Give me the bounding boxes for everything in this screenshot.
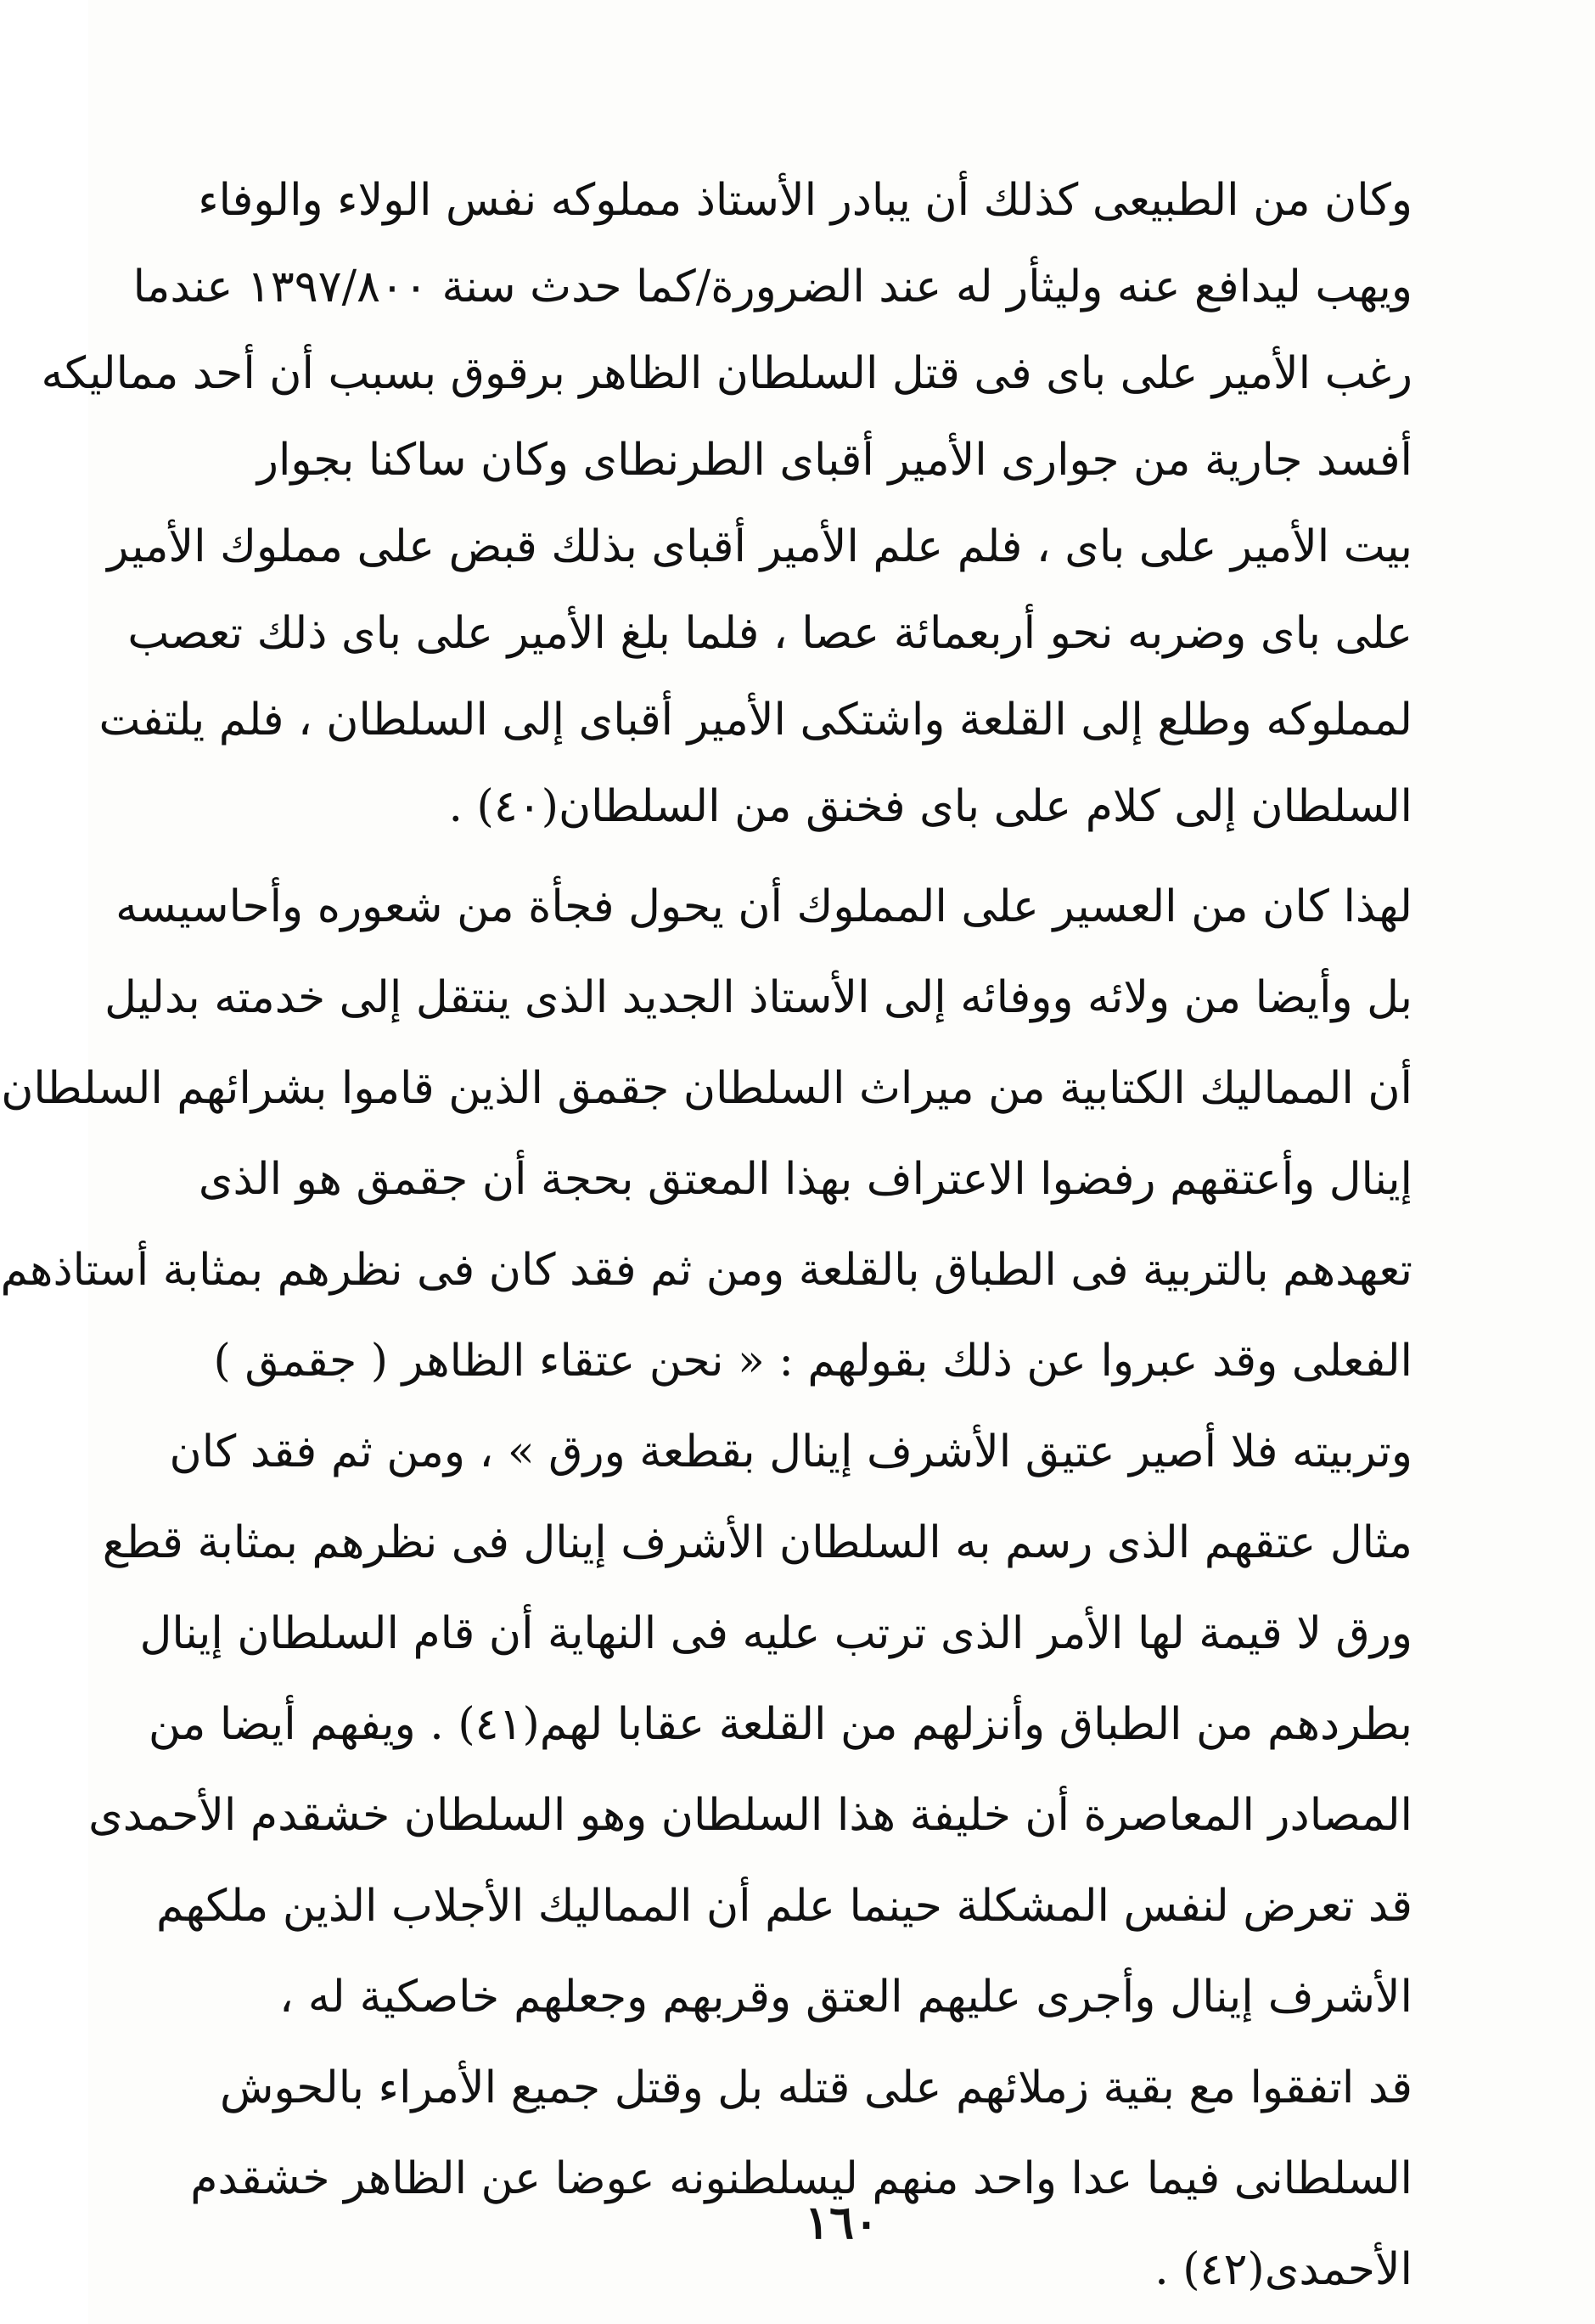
text-line: أفسد جارية من جوارى الأمير أقباى الطرنطاى وكان ساكنا بجوار bbox=[256, 435, 1412, 486]
text-line: وتربيته فلا أصير عتيق الأشرف إينال بقطعة ورق » ، ومن ثم فقد كان bbox=[169, 1426, 1412, 1477]
text-line: الفعلى وقد عبروا عن ذلك بقولهم : « نحن عتقاء الظاهر ( جقمق ) bbox=[213, 1336, 1412, 1387]
text-line: ويهب ليدافع عنه وليثأر له عند الضرورة/كما حدث سنة ١٣٩٧/٨٠٠ عندما bbox=[132, 262, 1412, 312]
text-line: تعهدهم بالتربية فى الطباق بالقلعة ومن ثم فقد كان فى نظرهم بمثابة أستاذهم bbox=[0, 1245, 1412, 1296]
text-line: على باى وضربه نحو أربعمائة عصا ، فلما بلغ الأمير على باى ذلك تعصب bbox=[127, 608, 1412, 659]
text-line: قد اتفقوا مع بقية زملائهم على قتله بل وقتل جميع الأمراء بالحوش bbox=[219, 2062, 1412, 2113]
text-line: السلطان إلى كلام على باى فخنق من السلطان(٤٠) . bbox=[448, 781, 1412, 832]
text-line: السلطانى فيما عدا واحد منهم ليسلطنونه عوضا عن الظاهر خشقدم bbox=[190, 2153, 1412, 2204]
text-line: بطردهم من الطباق وأنزلهم من القلعة عقابا لهم(٤١) . ويفهم أيضا من bbox=[148, 1699, 1412, 1750]
text-line: الأشرف إينال وأجرى عليهم العتق وقربهم وجعلهم خاصكية له ، bbox=[279, 1972, 1412, 2023]
text-line: لمملوكه وطلع إلى القلعة واشتكى الأمير أقباى إلى السلطان ، فلم يلتفت bbox=[98, 695, 1412, 746]
text-line: لهذا كان من العسير على المملوك أن يحول فجأة من شعوره وأحاسيسه bbox=[115, 881, 1412, 932]
text-line: المصادر المعاصرة أن خليفة هذا السلطان وهو السلطان خشقدم الأحمدى bbox=[88, 1790, 1412, 1841]
text-line: قد تعرض لنفس المشكلة حينما علم أن المماليك الأجلاب الذين ملكهم bbox=[155, 1881, 1412, 1932]
text-line: إينال وأعتقهم رفضوا الاعتراف بهذا المعتق بحجة أن جقمق هو الذى bbox=[198, 1154, 1412, 1205]
page-number: ١٦٠ bbox=[804, 2195, 879, 2249]
text-line: ورق لا قيمة لها الأمر الذى ترتب عليه فى النهاية أن قام السلطان إينال bbox=[139, 1608, 1412, 1659]
paragraph-2 bbox=[0, 862, 1412, 2316]
text-line: رغب الأمير على باى فى قتل السلطان الظاهر برقوق بسبب أن أحد مماليكه bbox=[41, 348, 1412, 399]
text-line: أن المماليك الكتابية من ميراث السلطان جقمق الذين قاموا بشرائهم السلطان bbox=[1, 1063, 1412, 1114]
text-line: الأحمدى(٤٢) . bbox=[1154, 2244, 1412, 2295]
paragraph-1 bbox=[41, 157, 1412, 850]
text-line: مثال عتقهم الذى رسم به السلطان الأشرف إينال فى نظرهم بمثابة قطع bbox=[102, 1517, 1412, 1568]
text-line: وكان من الطبيعى كذلك أن يبادر الأستاذ مملوكه نفس الولاء والوفاء bbox=[198, 175, 1412, 226]
text-line: بل وأيضا من ولائه ووفائه إلى الأستاذ الجديد الذى ينتقل إلى خدمته بدليل bbox=[104, 972, 1412, 1023]
text-line: بيت الأمير على باى ، فلم علم الأمير أقباى بذلك قبض على مملوك الأمير bbox=[107, 521, 1412, 572]
